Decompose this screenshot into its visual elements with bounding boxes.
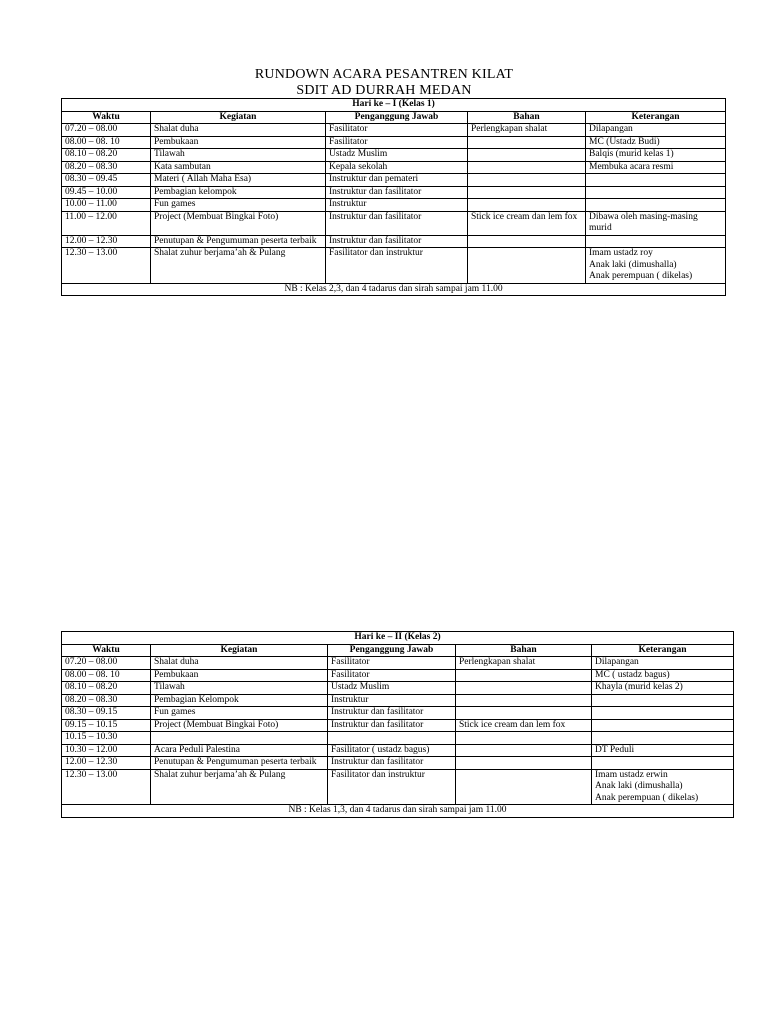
cell-penanggung-jawab: Instruktur dan fasilitator bbox=[326, 211, 468, 235]
keterangan-line: Dilapangan bbox=[595, 657, 639, 667]
cell-penanggung-jawab: Fasilitator bbox=[326, 124, 468, 137]
keterangan-line: Membuka acara resmi bbox=[589, 161, 674, 172]
keterangan-line: Dibawa oleh masing-masing murid bbox=[589, 211, 698, 233]
cell-bahan bbox=[468, 149, 586, 162]
cell-penanggung-jawab: Instruktur dan fasilitator bbox=[328, 719, 456, 732]
cell-kegiatan: Shalat duha bbox=[151, 124, 326, 137]
cell-keterangan bbox=[586, 235, 726, 248]
keterangan-line: MC (Ustadz Budi) bbox=[589, 136, 660, 147]
cell-waktu: 07.20 – 08.00 bbox=[62, 657, 151, 670]
table-row bbox=[62, 694, 734, 707]
cell-kegiatan: Project (Membuat Bingkai Foto) bbox=[151, 211, 326, 235]
cell-keterangan bbox=[592, 769, 734, 805]
cell-bahan bbox=[456, 694, 592, 707]
cell-penanggung-jawab: Fasilitator ( ustadz bagus) bbox=[328, 744, 456, 757]
keterangan-line: Anak perempuan ( dikelas) bbox=[595, 792, 699, 803]
day1-note: NB : Kelas 2,3, dan 4 tadarus dan sirah sampai jam 11.00 bbox=[62, 283, 726, 296]
cell-bahan bbox=[468, 235, 586, 248]
cell-bahan bbox=[468, 161, 586, 174]
cell-waktu: 08.30 – 09.45 bbox=[62, 174, 151, 187]
cell-bahan: Perlengkapan shalat bbox=[468, 124, 586, 137]
cell-waktu: 08.00 – 08. 10 bbox=[62, 136, 151, 149]
cell-penanggung-jawab: Fasilitator bbox=[328, 657, 456, 670]
cell-bahan bbox=[468, 136, 586, 149]
cell-penanggung-jawab: Ustadz Muslim bbox=[326, 149, 468, 162]
table-row bbox=[62, 248, 726, 284]
cell-waktu: 12.00 – 12.30 bbox=[62, 235, 151, 248]
table-row bbox=[62, 732, 734, 745]
cell-bahan bbox=[468, 186, 586, 199]
cell-keterangan bbox=[586, 186, 726, 199]
table-row bbox=[62, 136, 726, 149]
table-row bbox=[62, 657, 734, 670]
table-row bbox=[62, 211, 726, 235]
table-row bbox=[62, 124, 726, 137]
table-row bbox=[62, 757, 734, 770]
cell-bahan bbox=[468, 199, 586, 212]
cell-bahan: Perlengkapan shalat bbox=[456, 657, 592, 670]
cell-keterangan bbox=[592, 744, 734, 757]
cell-penanggung-jawab: Instruktur dan pemateri bbox=[326, 174, 468, 187]
cell-waktu: 09.45 – 10.00 bbox=[62, 186, 151, 199]
cell-waktu: 10.30 – 12.00 bbox=[62, 744, 151, 757]
cell-keterangan bbox=[586, 161, 726, 174]
cell-waktu: 12.30 – 13.00 bbox=[62, 769, 151, 805]
cell-bahan bbox=[456, 744, 592, 757]
cell-keterangan bbox=[586, 174, 726, 187]
keterangan-line: DT Peduli bbox=[595, 744, 635, 755]
cell-kegiatan: Fun games bbox=[151, 199, 326, 212]
cell-keterangan bbox=[592, 719, 734, 732]
day2-heading: Hari ke – II (Kelas 2) bbox=[62, 632, 734, 645]
cell-waktu: 08.10 – 08.20 bbox=[62, 149, 151, 162]
cell-bahan bbox=[456, 707, 592, 720]
keterangan-line: Balqis (murid kelas 1) bbox=[589, 149, 674, 159]
table-row bbox=[62, 149, 726, 162]
cell-waktu: 12.30 – 13.00 bbox=[62, 248, 151, 284]
cell-penanggung-jawab: Instruktur bbox=[328, 694, 456, 707]
table-row bbox=[62, 669, 734, 682]
keterangan-line: Dilapangan bbox=[589, 124, 633, 134]
cell-penanggung-jawab: Fasilitator bbox=[328, 669, 456, 682]
cell-bahan: Stick ice cream dan lem fox bbox=[456, 719, 592, 732]
cell-kegiatan: Materi ( Allah Maha Esa) bbox=[151, 174, 326, 187]
cell-bahan: Stick ice cream dan lem fox bbox=[468, 211, 586, 235]
keterangan-line: Khayla (murid kelas 2) bbox=[595, 682, 683, 692]
cell-keterangan bbox=[592, 732, 734, 745]
cell-penanggung-jawab: Kepala sekolah bbox=[326, 161, 468, 174]
cell-bahan bbox=[456, 769, 592, 805]
col-header-keterangan: Keterangan bbox=[586, 111, 726, 124]
col-header-kegiatan: Kegiatan bbox=[151, 111, 326, 124]
cell-kegiatan: Pembukaan bbox=[151, 136, 326, 149]
table-row bbox=[62, 769, 734, 805]
cell-waktu: 12.00 – 12.30 bbox=[62, 757, 151, 770]
cell-kegiatan bbox=[151, 732, 328, 745]
cell-penanggung-jawab: Instruktur dan fasilitator bbox=[326, 186, 468, 199]
document-title-line2: SDIT AD DURRAH MEDAN bbox=[296, 83, 472, 98]
cell-kegiatan: Shalat zuhur berjama’ah & Pulang bbox=[151, 769, 328, 805]
cell-waktu: 08.20 – 08.30 bbox=[62, 161, 151, 174]
keterangan-line: Imam ustadz erwin bbox=[595, 769, 668, 780]
table-row bbox=[62, 186, 726, 199]
cell-keterangan bbox=[586, 199, 726, 212]
table-row bbox=[62, 744, 734, 757]
day1-rows bbox=[62, 124, 726, 284]
col-header-penanggung-jawab: Penganggung Jawab bbox=[328, 644, 456, 657]
cell-kegiatan: Pembagian kelompok bbox=[151, 186, 326, 199]
cell-kegiatan: Fun games bbox=[151, 707, 328, 720]
cell-penanggung-jawab: Fasilitator dan instruktur bbox=[328, 769, 456, 805]
cell-keterangan bbox=[586, 136, 726, 149]
cell-penanggung-jawab: Instruktur bbox=[326, 199, 468, 212]
table-row bbox=[62, 235, 726, 248]
cell-keterangan bbox=[592, 657, 734, 670]
cell-kegiatan: Project (Membuat Bingkai Foto) bbox=[151, 719, 328, 732]
day1-heading: Hari ke – I (Kelas 1) bbox=[62, 99, 726, 112]
day2-schedule-table bbox=[61, 631, 734, 818]
cell-penanggung-jawab: Instruktur dan fasilitator bbox=[328, 707, 456, 720]
day2-note: NB : Kelas 1,3, dan 4 tadarus dan sirah sampai jam 11.00 bbox=[62, 805, 734, 818]
cell-penanggung-jawab: Instruktur dan fasilitator bbox=[326, 235, 468, 248]
cell-keterangan bbox=[586, 124, 726, 137]
cell-keterangan bbox=[586, 149, 726, 162]
cell-waktu: 08.00 – 08. 10 bbox=[62, 669, 151, 682]
table-row bbox=[62, 161, 726, 174]
table-row bbox=[62, 707, 734, 720]
keterangan-line: MC ( ustadz bagus) bbox=[595, 669, 670, 680]
col-header-bahan: Bahan bbox=[468, 111, 586, 124]
table-row bbox=[62, 174, 726, 187]
day1-schedule-table bbox=[61, 98, 726, 296]
cell-penanggung-jawab: Fasilitator dan instruktur bbox=[326, 248, 468, 284]
col-header-bahan: Bahan bbox=[456, 644, 592, 657]
col-header-waktu: Waktu bbox=[62, 111, 151, 124]
col-header-waktu: Waktu bbox=[62, 644, 151, 657]
document-title-line1: RUNDOWN ACARA PESANTREN KILAT bbox=[254, 67, 514, 82]
cell-kegiatan: Shalat zuhur berjama’ah & Pulang bbox=[151, 248, 326, 284]
table-row bbox=[62, 682, 734, 695]
cell-penanggung-jawab: Fasilitator bbox=[326, 136, 468, 149]
col-header-keterangan: Keterangan bbox=[592, 644, 734, 657]
cell-waktu: 11.00 – 12.00 bbox=[62, 211, 151, 235]
cell-bahan bbox=[456, 682, 592, 695]
cell-kegiatan: Penutupan & Pengumuman peserta terbaik bbox=[151, 235, 326, 248]
cell-keterangan bbox=[592, 682, 734, 695]
cell-bahan bbox=[456, 669, 592, 682]
cell-penanggung-jawab: Instruktur dan fasilitator bbox=[328, 757, 456, 770]
cell-penanggung-jawab: Ustadz Muslim bbox=[328, 682, 456, 695]
keterangan-line: Imam ustadz roy bbox=[589, 248, 653, 258]
col-header-penanggung-jawab: Penganggung Jawab bbox=[326, 111, 468, 124]
cell-kegiatan: Pembukaan bbox=[151, 669, 328, 682]
cell-kegiatan: Kata sambutan bbox=[151, 161, 326, 174]
cell-bahan bbox=[456, 757, 592, 770]
cell-keterangan bbox=[592, 757, 734, 770]
cell-kegiatan: Tilawah bbox=[151, 149, 326, 162]
cell-waktu: 08.10 – 08.20 bbox=[62, 682, 151, 695]
cell-keterangan bbox=[592, 669, 734, 682]
cell-bahan bbox=[468, 248, 586, 284]
cell-kegiatan: Tilawah bbox=[151, 682, 328, 695]
cell-waktu: 07.20 – 08.00 bbox=[62, 124, 151, 137]
cell-keterangan bbox=[592, 694, 734, 707]
cell-keterangan bbox=[586, 211, 726, 235]
cell-waktu: 10.15 – 10.30 bbox=[62, 732, 151, 745]
cell-keterangan bbox=[586, 248, 726, 284]
cell-waktu: 08.30 – 09.15 bbox=[62, 707, 151, 720]
cell-kegiatan: Acara Peduli Palestina bbox=[151, 744, 328, 757]
cell-bahan bbox=[456, 732, 592, 745]
cell-waktu: 09.15 – 10.15 bbox=[62, 719, 151, 732]
cell-penanggung-jawab bbox=[328, 732, 456, 745]
cell-kegiatan: Penutupan & Pengumuman peserta terbaik bbox=[151, 757, 328, 770]
table-row bbox=[62, 199, 726, 212]
cell-kegiatan: Shalat duha bbox=[151, 657, 328, 670]
table-row bbox=[62, 719, 734, 732]
keterangan-line: Anak laki (dimushalla) bbox=[589, 259, 677, 270]
keterangan-line: Anak laki (dimushalla) bbox=[595, 781, 683, 791]
cell-kegiatan: Pembagian Kelompok bbox=[151, 694, 328, 707]
cell-keterangan bbox=[592, 707, 734, 720]
cell-bahan bbox=[468, 174, 586, 187]
col-header-kegiatan: Kegiatan bbox=[151, 644, 328, 657]
day2-rows bbox=[62, 657, 734, 805]
cell-waktu: 08.20 – 08.30 bbox=[62, 694, 151, 707]
cell-waktu: 10.00 – 11.00 bbox=[62, 199, 151, 212]
keterangan-line: Anak perempuan ( dikelas) bbox=[589, 271, 693, 281]
